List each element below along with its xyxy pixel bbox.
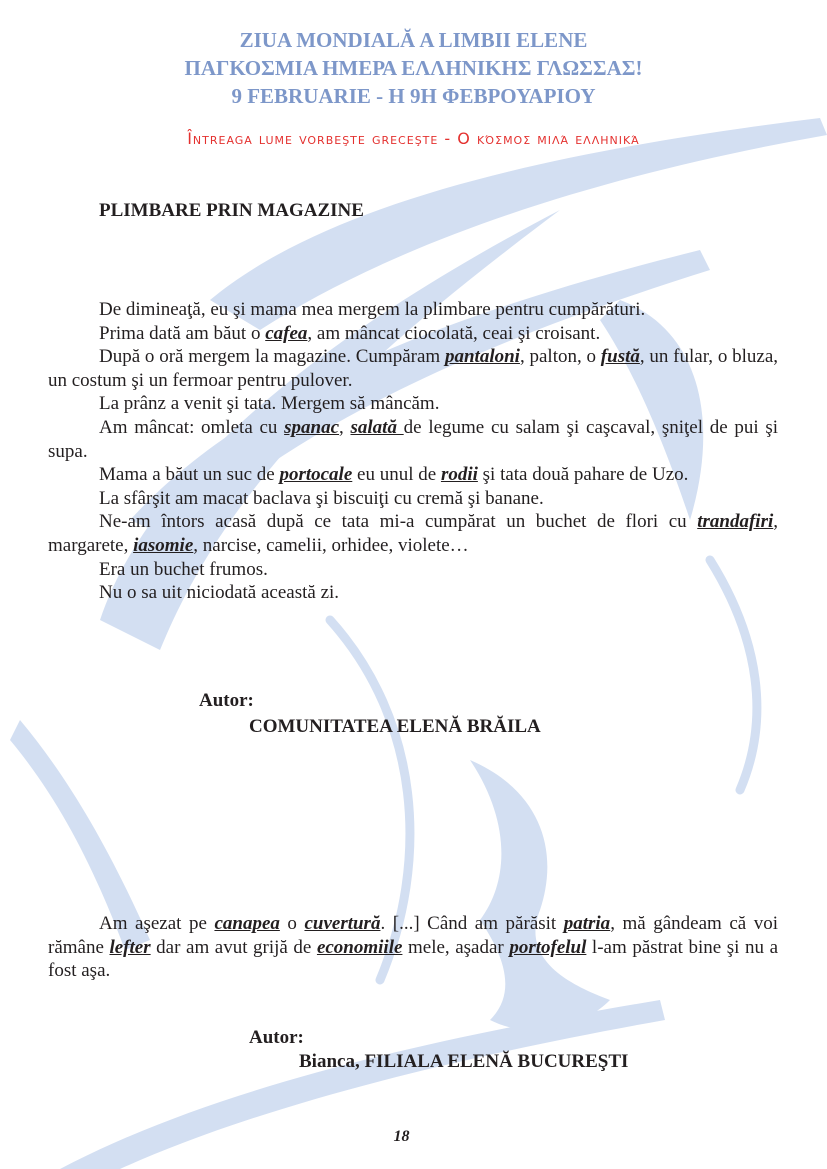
story2-body [48,912,778,983]
paragraph: După o oră mergem la magazine. Cumpăram pantaloni, palton, o fustă, un fular, o bluza, un costum şi un fermoar pentru pulover. [48,346,778,391]
paragraph: Am aşezat pe canapea o cuvertură. [...] Când am părăsit patria, mă gândeam că voi rămâne lefter dar am avut grijă de economiile mele, aşadar portofelul l-am păstrat bine şi nu a fost aşa. [48,913,779,982]
story1-author-label: Autor: [199,690,254,711]
paragraph: Prima dată am băut o cafea, am mâncat ciocolată, ceai şi croisant. [99,322,601,344]
paragraph: Nu o sa uit niciodată această zi. [99,582,340,604]
paragraph: Mama a băut un suc de portocale eu unul de rodii şi tata două pahare de Uzo. [99,464,689,486]
page-number: 18 [393,1128,410,1145]
header-title-greek: ΠΑΓΚΟΣΜΙΑ ΗΜΕΡΑ ΕΛΛΗΝΙΚΗΣ ΓΛΩΣΣΑΣ! [184,56,643,80]
story2-author-name: Bianca, FILIALA ELENĂ BUCUREŞTI [299,1051,629,1072]
watermark-face [470,760,610,1030]
keyword: salată [350,416,404,438]
keyword: portocale [279,464,353,486]
paragraph: La prânz a venit şi tata. Mergem să mâncăm. [99,393,440,415]
keyword: iasomie [133,534,194,556]
header-slogan: Întreaga lume vorbeşte greceşte - Ο κόσμος μιλά ελληνικά [187,129,640,148]
paragraph: Era un buchet frumos. [99,558,268,580]
paragraph: De dimineaţă, eu şi mama mea mergem la plimbare pentru cumpărături. [99,299,646,320]
keyword: fustă [600,346,640,368]
story1-author-name: COMUNITATEA ELENĂ BRĂILA [249,716,541,737]
keyword: pantaloni [444,346,520,368]
keyword: cuvertură [304,913,381,934]
story2-author-label: Autor: [249,1027,304,1048]
keyword: lefter [109,936,151,958]
story1-title: PLIMBARE PRIN MAGAZINE [99,200,364,221]
story1-body [48,298,778,605]
header-title-romanian: ZIUA MONDIALĂ A LIMBII ELENE [239,28,588,52]
paragraph: Am mâncat: omleta cu spanac, salată de legume cu salam şi caşcaval, şniţel de pui şi supa. [48,416,779,462]
keyword: portofelul [509,936,587,958]
keyword: rodii [440,464,478,486]
paragraph: Ne-am întors acasă după ce tata mi-a cumpărat un buchet de flori cu trandafiri, margarete, iasomie, narcise, camelii, orhidee, violete… [48,511,778,556]
keyword: trandafiri [697,511,774,533]
keyword: cafea [265,322,308,344]
paragraph: La sfârşit am macat baclava şi biscuiţi cu cremă şi banane. [99,487,544,509]
keyword: spanac [284,416,340,438]
header-date: 9 FEBRUARIE - Η 9Η ΦΕΒΡΟΥΑΡΙΟΥ [231,84,596,108]
keyword: patria [563,913,611,934]
keyword: canapea [214,913,280,934]
keyword: economiile [316,936,403,958]
